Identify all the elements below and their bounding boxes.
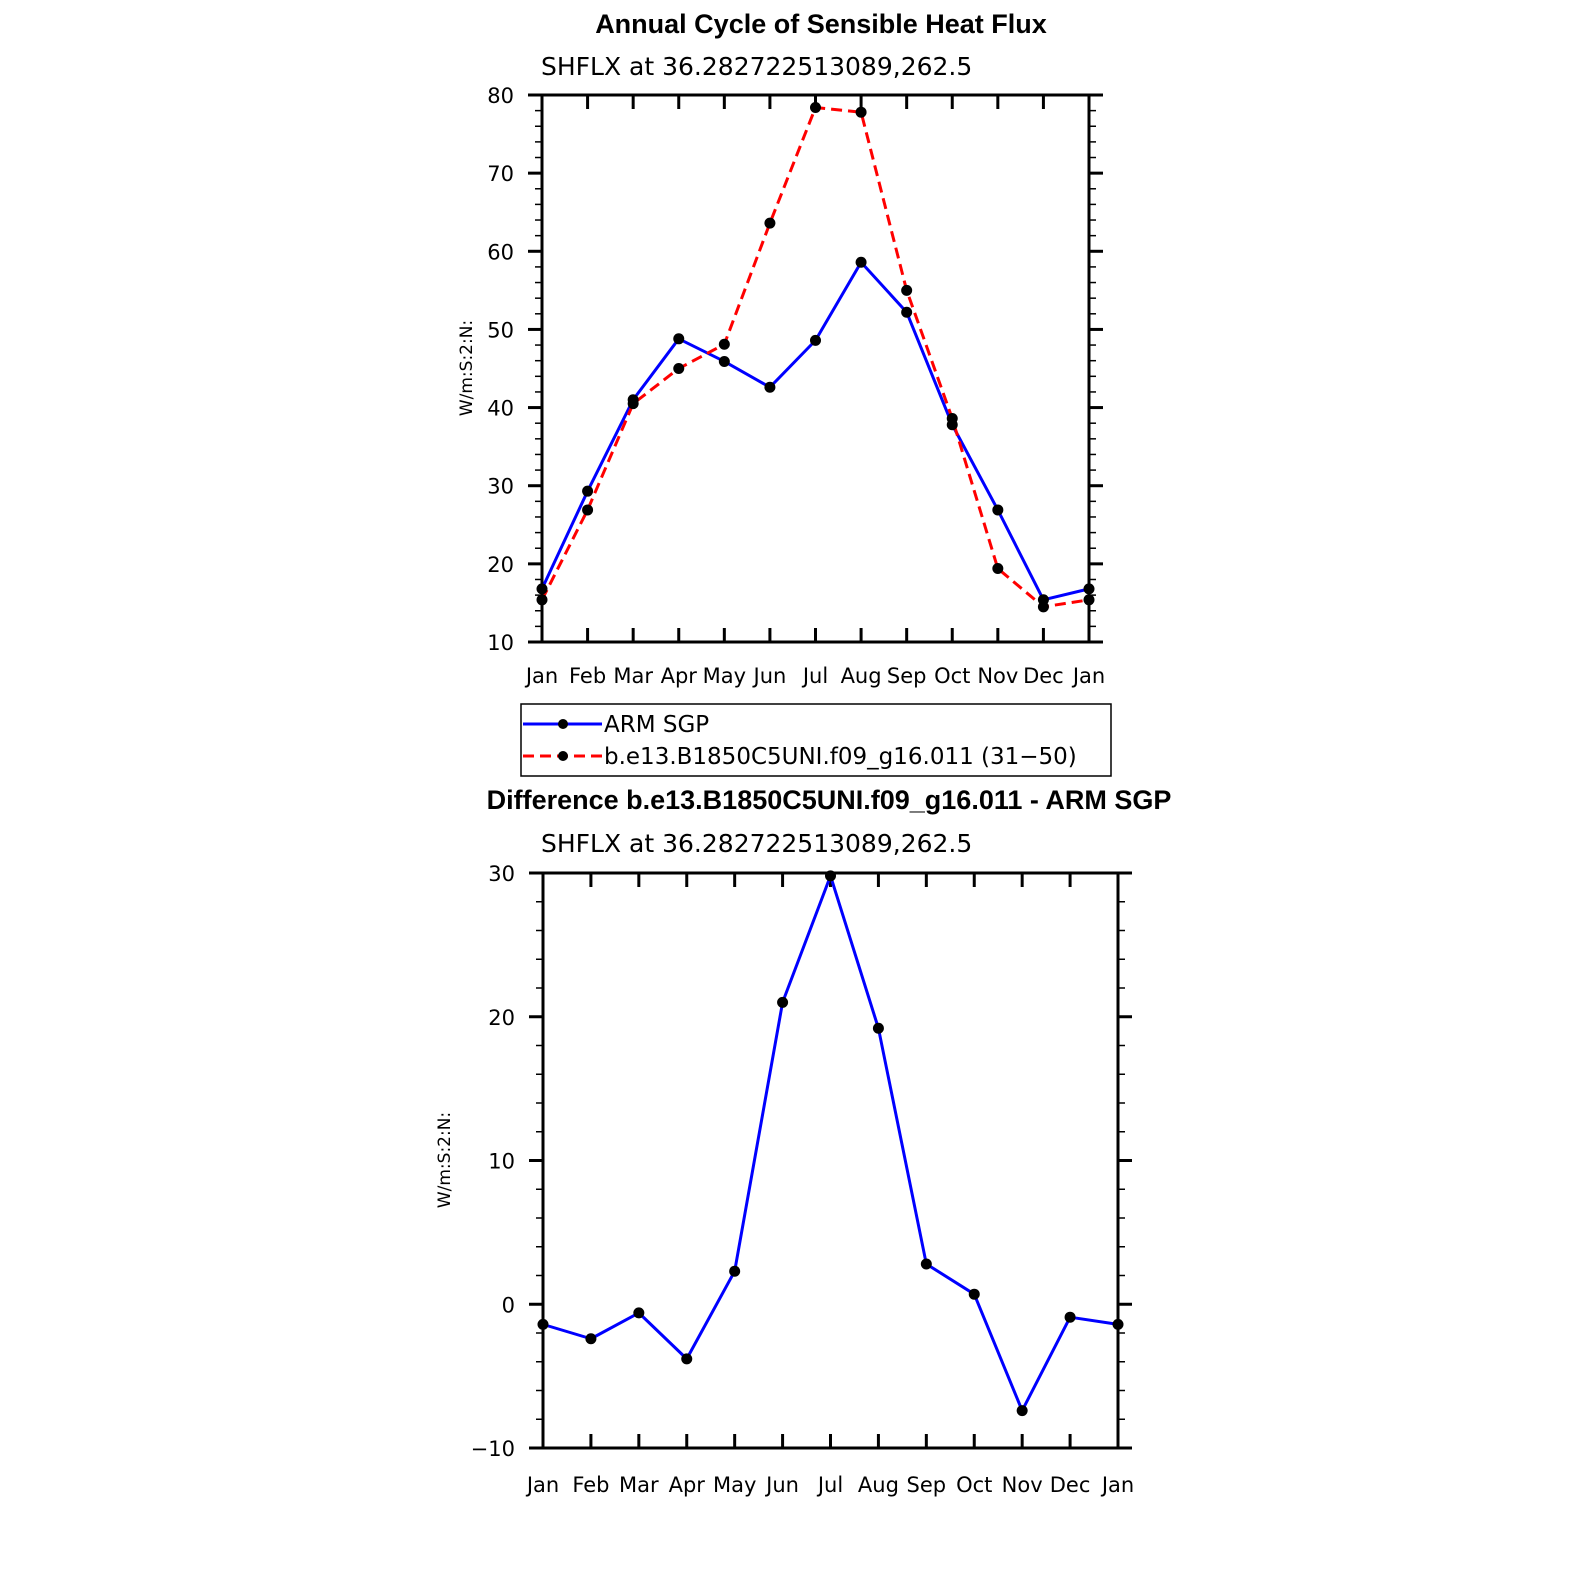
tick-marks [529, 873, 1132, 1448]
y-tick-label: 20 [487, 552, 514, 577]
data-point [1113, 1319, 1124, 1330]
data-point [537, 583, 548, 594]
legend-label-arm-sgp: ARM SGP [604, 712, 710, 738]
x-tick-label: Dec [1023, 664, 1064, 688]
data-point [947, 413, 958, 424]
data-point [901, 307, 912, 318]
x-tick-label: Jan [526, 1473, 560, 1497]
chart-subtitle: SHFLX at 36.282722513089,262.5 [541, 829, 973, 858]
x-tick-label: Nov [977, 664, 1019, 688]
x-tick-label: Oct [934, 664, 971, 688]
chart-title: Annual Cycle of Sensible Heat Flux [595, 9, 1047, 39]
data-point [856, 257, 867, 268]
series-points [538, 870, 1124, 1416]
tick-marks [528, 95, 1103, 642]
data-point [825, 870, 836, 881]
y-tick-label: 20 [488, 1005, 515, 1030]
data-point [729, 1266, 740, 1277]
data-point [673, 363, 684, 374]
x-tick-label: Mar [613, 664, 653, 688]
data-point [969, 1289, 980, 1300]
y-tick-label: 10 [488, 1149, 515, 1174]
legend-entry-model [523, 744, 1077, 770]
y-tick-labels [471, 862, 515, 1461]
y-tick-label: −10 [470, 1437, 515, 1461]
data-point [921, 1259, 932, 1270]
data-point [719, 339, 730, 350]
data-point [777, 997, 788, 1008]
x-tick-label: Oct [956, 1473, 993, 1497]
data-point [537, 594, 548, 605]
x-tick-label: Apr [668, 1473, 705, 1497]
legend [521, 704, 1111, 776]
series-line-1 [542, 108, 1089, 607]
data-point [582, 504, 593, 515]
y-axis-label: W/m:S:2:N: [457, 319, 477, 417]
data-point [582, 486, 593, 497]
y-axis-label: W/m:S:2:N: [435, 1111, 455, 1209]
annual-cycle-chart [457, 9, 1111, 776]
x-tick-label: Jun [753, 664, 787, 688]
series-line-0 [543, 876, 1118, 1411]
y-tick-labels [487, 84, 514, 655]
series-line-0 [542, 262, 1089, 600]
y-tick-label: 50 [487, 318, 514, 343]
data-point [673, 333, 684, 344]
legend-marker-model [558, 751, 568, 761]
data-point [538, 1319, 549, 1330]
x-tick-label: Dec [1049, 1473, 1091, 1497]
x-tick-label: May [702, 664, 747, 688]
y-tick-label: 60 [487, 240, 514, 265]
x-tick-label: Sep [906, 1473, 947, 1497]
data-point [633, 1307, 644, 1318]
y-tick-label: 10 [487, 631, 514, 655]
x-tick-label: Jan [1101, 1473, 1135, 1497]
x-tick-label: Mar [619, 1473, 659, 1497]
x-tick-labels [524, 664, 1105, 688]
data-point [873, 1023, 884, 1034]
y-tick-label: 70 [487, 162, 514, 187]
data-point [628, 398, 639, 409]
data-point [1038, 601, 1049, 612]
x-tick-labels [525, 1473, 1134, 1497]
difference-chart [435, 785, 1171, 1497]
x-tick-label: Jul [802, 664, 829, 688]
plot-frame [542, 95, 1089, 642]
chart-subtitle: SHFLX at 36.282722513089,262.5 [541, 52, 973, 81]
data-point [810, 102, 821, 113]
chart-title: Difference b.e13.B1850C5UNI.f09_g16.011 - ARM SGP [486, 785, 1172, 815]
x-tick-label: Aug [840, 664, 882, 688]
legend-marker-arm-sgp [558, 719, 568, 729]
data-point [992, 563, 1003, 574]
data-point [764, 218, 775, 229]
x-tick-label: May [712, 1473, 757, 1497]
y-tick-label: 0 [501, 1293, 515, 1318]
data-point [856, 107, 867, 118]
x-tick-label: Jan [1072, 664, 1106, 688]
series-lines [543, 876, 1118, 1411]
x-tick-label: Aug [857, 1473, 899, 1497]
data-point [1084, 583, 1095, 594]
x-tick-label: Sep [886, 664, 927, 688]
x-tick-label: Jan [525, 664, 559, 688]
x-tick-label: Feb [572, 1473, 610, 1497]
data-point [1065, 1312, 1076, 1323]
y-tick-label: 30 [488, 862, 515, 886]
data-point [585, 1333, 596, 1344]
y-tick-label: 30 [487, 474, 514, 499]
series-lines [542, 108, 1089, 607]
x-tick-label: Jun [766, 1473, 799, 1497]
data-point [764, 382, 775, 393]
data-point [1017, 1405, 1028, 1416]
y-tick-label: 80 [487, 84, 514, 108]
x-tick-label: Feb [568, 664, 607, 688]
x-tick-label: Jul [817, 1473, 844, 1497]
y-tick-label: 40 [487, 396, 514, 421]
legend-label-model: b.e13.B1850C5UNI.f09_g16.011 (31−50) [604, 744, 1077, 770]
data-point [1084, 594, 1095, 605]
data-point [992, 504, 1003, 515]
plot-frame [543, 873, 1118, 1448]
data-point [681, 1353, 692, 1364]
x-tick-label: Apr [660, 664, 697, 688]
data-point [719, 356, 730, 367]
data-point [810, 335, 821, 346]
data-point [901, 285, 912, 296]
x-tick-label: Nov [1001, 1473, 1043, 1497]
